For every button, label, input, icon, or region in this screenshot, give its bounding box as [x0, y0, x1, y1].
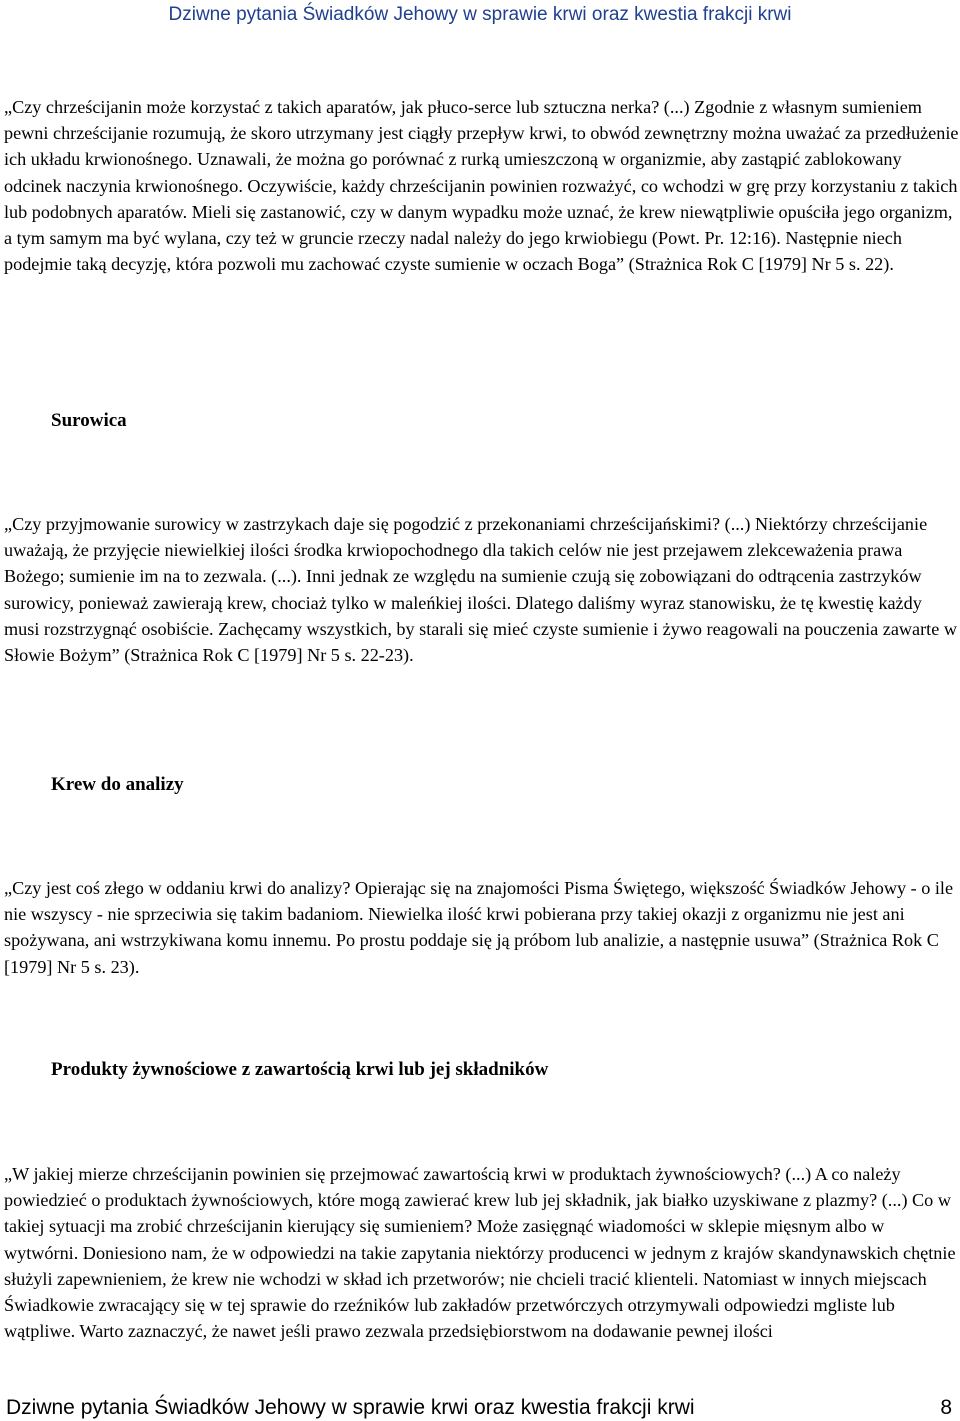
intro-paragraph: „Czy chrześcijanin może korzystać z takich aparatów, jak płuco-serce lub sztuczna nerka? (...) Zgodnie z własnym sumieniem pewni chrześcijanie rozumują, że skoro utrzymany jest ciągły przepływ krwi, to obwód zewnętrzny można uważać za przedłużenie ich układu krwionośnego. Uznawali, że można go porównać z rurką umieszczoną w organizmie, aby zastąpić zablokowany odcinek naczynia krwionośnego. Oczywiście, każdy chrześcijanin powinien rozważyć, co wchodzi w grę przy korzystaniu z takich lub podobnych aparatów. Mieli się zastanowić, czy w danym wypadku może uznać, że krew niewątpliwie opuściła jego organizm, a tym samym ma być wylana, czy też w gruncie rzeczy nadal należy do jego krwiobiegu (Powt. Pr. 12:16). Następnie niech podejmie taką decyzję, która pozwoli mu zachować czyste sumienie w oczach Boga” (Strażnica Rok C [1979] Nr 5 s. 22). [4, 97, 959, 275]
page-number: 8 [940, 1396, 952, 1419]
food-paragraph: „W jakiej mierze chrześcijanin powinien się przejmować zawartością krwi w produktach żywnościowych? (...) A co należy powiedzieć o produktach żywnościowych, które mogą zawierać krew lub jej składnik, jak białko uzyskiwane z plazmy? (...) Co w takiej sytuacji ma zrobić chrześcijanin kierujący się sumieniem? Może zasięgnąć wiadomości w sklepie mięsnym albo w wytwórni. Doniesiono nam, że w odpowiedzi na takie zapytania niektórzy producenci w jednym z krajów skandynawskich chętnie służyli zapewnieniem, że krew nie wchodzi w skład ich przetworów; nie chcieli tracić klienteli. Natomiast w innych miejscach Świadkowie zwracający się w tej sprawie do rzeźników lub zakładów przetwórczych otrzymywali odpowiedzi mgliste lub wątpliwe. Warto zaznaczyć, że nawet jeśli prawo zezwala przedsiębiorstwom na dodawanie pewnej ilości [4, 1164, 956, 1342]
section-heading-food: Produkty żywnościowe z zawartością krwi lub jej składników [51, 1059, 549, 1080]
serum-paragraph: „Czy przyjmowanie surowicy w zastrzykach daje się pogodzić z przekonaniami chrześcijańskimi? (...) Niektórzy chrześcijanie uważają, że przyjęcie niewielkiej ilości środka krwiopochodnego dla takich celów nie jest przejawem zlekceważenia prawa Bożego; sumienie im na to zezwala. (...). Inni jednak ze względu na sumienie czują się zobowiązani do odtrącenia zastrzyków surowicy, ponieważ zawierają krew, chociaż tylko w maleńkiej ilości. Dlatego daliśmy wyraz stanowisku, że tę kwestię każdy musi rozstrzygnąć osobiście. Zachęcamy wszystkich, by starali się mieć czyste sumienie i żywo reagowali na pouczenia zawarte w Słowie Bożym” (Strażnica Rok C [1979] Nr 5 s. 22-23). [4, 514, 957, 666]
section-heading-serum: Surowica [51, 410, 127, 431]
section-heading-analysis: Krew do analizy [51, 774, 184, 795]
footer-title: Dziwne pytania Świadków Jehowy w sprawie krwi oraz kwestia frakcji krwi [6, 1396, 695, 1419]
running-header: Dziwne pytania Świadków Jehowy w sprawie krwi oraz kwestia frakcji krwi [168, 4, 792, 25]
analysis-paragraph: „Czy jest coś złego w oddaniu krwi do analizy? Opierając się na znajomości Pisma Świętego, większość Świadków Jehowy - o ile nie wszyscy - nie sprzeciwia się takim badaniom. Niewielka ilość krwi pobierana przy takiej okazji z organizmu nie jest ani spożywana, ani wstrzykiwana komu innemu. Po prostu poddaje się ją próbom lub analizie, a następnie usuwa” (Strażnica Rok C [1979] Nr 5 s. 23). [4, 878, 954, 977]
